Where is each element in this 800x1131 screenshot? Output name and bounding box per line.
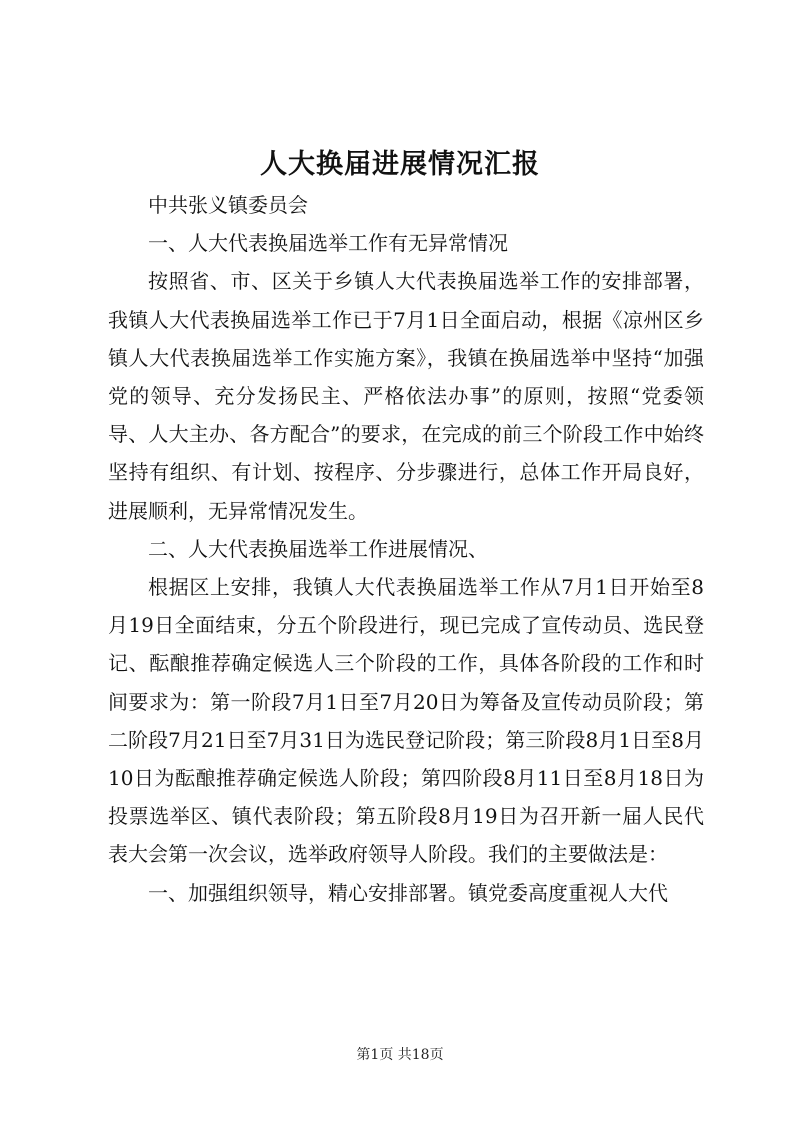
issuer-line: 中共张义镇委员会: [148, 193, 308, 217]
section-heading-1: 一、人大代表换届选举工作有无异常情况: [148, 231, 508, 256]
document-body: [108, 186, 704, 912]
section-heading-2: 二、人大代表换届选举工作进展情况、: [148, 536, 488, 561]
body-paragraph-2: 根据区上安排，我镇人大代表换届选举工作从7月1日开始至8月19日全面结束，分五个阶段进行，现已完成了宣传动员、选民登记、酝酿推荐确定候选人三个阶段的工作，具体各阶段的工作和时间要求为：第一阶段7月1日至7月20日为筹备及宣传动员阶段；第二阶段7月21日至7月31日为选民登记阶段；第三阶段8月1日至8月10日为酝酿推荐确定候选人阶段；第四阶段8月11日至8月18日为投票选举区、镇代表阶段；第五阶段8月19日为召开新一届人民代表大会第一次会议，选举政府领导人阶段。我们的主要做法是：: [108, 575, 704, 867]
document-title: 人大换届进展情况汇报: [260, 149, 540, 180]
body-paragraph-3: 一、加强组织领导，精心安排部署。镇党委高度重视人大代: [148, 880, 668, 905]
body-paragraph-1: 按照省、市、区关于乡镇人大代表换届选举工作的安排部署，我镇人大代表换届选举工作已于7月1日全面启动，根据《凉州区乡镇人大代表换届选举工作实施方案》，我镇在换届选举中坚持“加强党的领导、充分发扬民主、严格依法办事”的原则，按照“党委领导、人大主办、各方配合”的要求，在完成的前三个阶段工作中始终坚持有组织、有计划、按程序、分步骤进行，总体工作开局良好，进展顺利，无异常情况发生。: [108, 269, 704, 523]
page-footer: 第1页 共18页: [356, 1047, 444, 1063]
